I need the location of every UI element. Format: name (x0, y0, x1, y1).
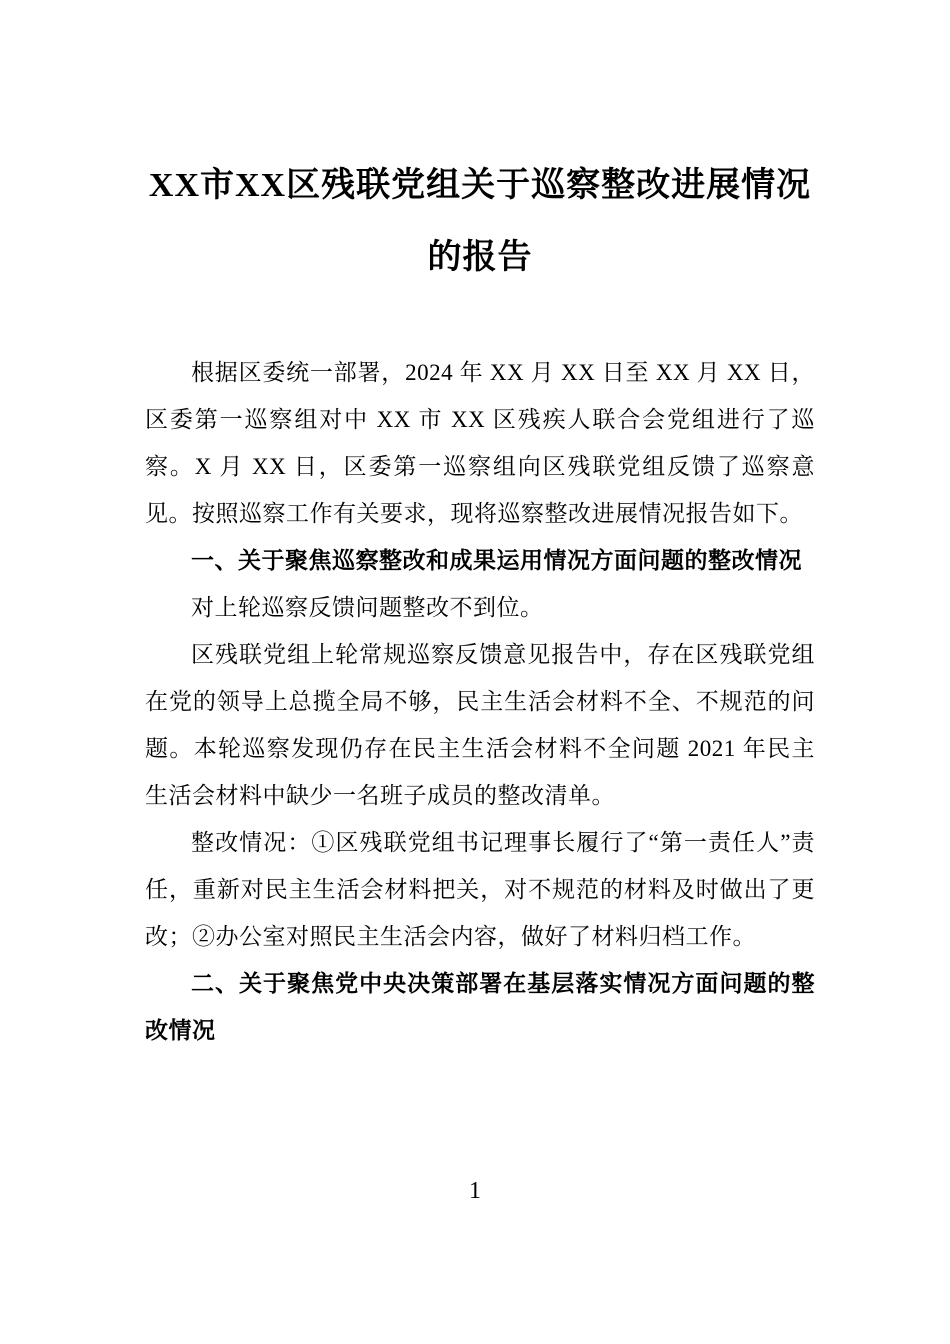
page-number: 1 (469, 1178, 481, 1204)
section-heading: 一、关于聚焦巡察整改和成果运用情况方面问题的整改情况 (191, 547, 802, 573)
paragraph: 根据区委统一部署，2024 年 XX 月 XX 日至 XX 月 XX 日，区委第一巡察组对中 XX 市 XX 区残疾人联合会党组进行了巡察。X 月 XX 日，区委第一巡察组向区残联党组反馈了巡察意见。按照巡察工作有关要求，现将巡察整改进展情况报告如下。 (145, 360, 815, 526)
document-body (145, 349, 815, 1054)
section-heading: 二、关于聚焦党中央决策部署在基层落实情况方面问题的整改情况 (145, 970, 815, 1043)
document-title: XX市XX区残联党组关于巡察整改进展情况的报告 (148, 167, 812, 276)
paragraph: 整改情况：①区残联党组书记理事长履行了“第一责任人”责任，重新对民主生活会材料把关，对不规范的材料及时做出了更改；②办公室对照民主生活会内容，做好了材料归档工作。 (145, 830, 815, 949)
paragraph: 对上轮巡察反馈问题整改不到位。 (191, 595, 544, 620)
paragraph: 区残联党组上轮常规巡察反馈意见报告中，存在区残联党组在党的领导上总揽全局不够，民主生活会材料不全、不规范的问题。本轮巡察发现仍存在民主生活会材料不全问题 2021 年民主生活会材料中缺少一名班子成员的整改清单。 (145, 642, 815, 808)
